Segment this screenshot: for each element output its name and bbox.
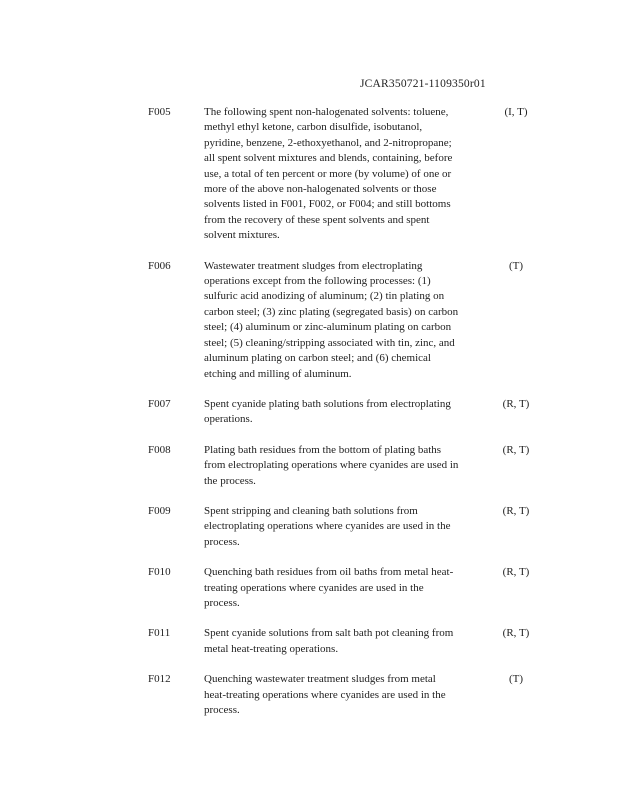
hazard-code: (I, T): [504, 106, 528, 118]
waste-code: F007: [148, 397, 171, 410]
hazard-code: (R, T): [502, 397, 530, 410]
waste-description: Spent stripping and cleaning bath solutions from electroplating operations where cyanides are used in the process.: [204, 504, 451, 548]
waste-entry-f008: [0, 443, 618, 489]
waste-code-list: [0, 105, 618, 733]
waste-code: F009: [148, 504, 171, 517]
waste-code: F005: [148, 106, 171, 118]
waste-code: F006: [148, 259, 171, 272]
hazard-code: (R, T): [502, 627, 530, 640]
waste-entry-f007: [0, 397, 618, 428]
waste-entry-f012: [0, 672, 618, 718]
waste-description: The following spent non-halogenated solvents: toluene, methyl ethyl ketone, carbon disulfide, isobutanol, pyridine, benzene, 2-ethoxyethanol, and 2-nitropropane; all spent solvent mixtures and blends, containing, before use, a total of ten percent or more (by volume) of one or more of the above non-halogenated solvents or those solvents listed in F001, F002, or F004; and still bottoms from the recovery of these spent solvents and spent solvent mixtures.: [204, 106, 453, 242]
hazard-code: (R, T): [502, 443, 530, 456]
waste-entry-f005: [0, 105, 618, 244]
waste-description: Spent cyanide solutions from salt bath pot cleaning from metal heat-treating operations.: [204, 627, 454, 655]
waste-description: Quenching wastewater treatment sludges from metal heat-treating operations where cyanides are used in the process.: [204, 673, 446, 716]
waste-entry-f006: [0, 259, 618, 382]
waste-entry-f010: [0, 565, 618, 611]
waste-code: F010: [148, 566, 171, 579]
waste-code: F012: [148, 673, 171, 686]
waste-description: Spent cyanide plating bath solutions from electroplating operations.: [204, 397, 451, 426]
hazard-code: (R, T): [502, 504, 530, 517]
waste-entry-f011: [0, 626, 618, 657]
hazard-code: (T): [508, 259, 524, 272]
waste-code: F011: [148, 627, 171, 640]
waste-description: Quenching bath residues from oil baths from metal heat- treating operations where cyanides are used in the process.: [204, 566, 454, 609]
waste-code: F008: [148, 443, 171, 456]
hazard-code: (R, T): [502, 566, 530, 579]
document-id: JCAR350721-1109350r01: [360, 78, 486, 90]
waste-entry-f009: [0, 504, 618, 550]
waste-description: Wastewater treatment sludges from electroplating operations except from the following processes: (1) sulfuric acid anodizing of aluminum; (2) tin plating on carbon steel; (3) zinc plating (segregated basis) on carbon steel; (4) aluminum or zinc-aluminum plating on carbon steel; (5) cleaning/stripping associated with tin, zinc, and aluminum plating on carbon steel; and (6) chemical etching and milling of aluminum.: [204, 259, 459, 380]
waste-description: Plating bath residues from the bottom of plating baths from electroplating operations where cyanides are used in the process.: [204, 443, 459, 487]
hazard-code: (T): [508, 673, 524, 686]
